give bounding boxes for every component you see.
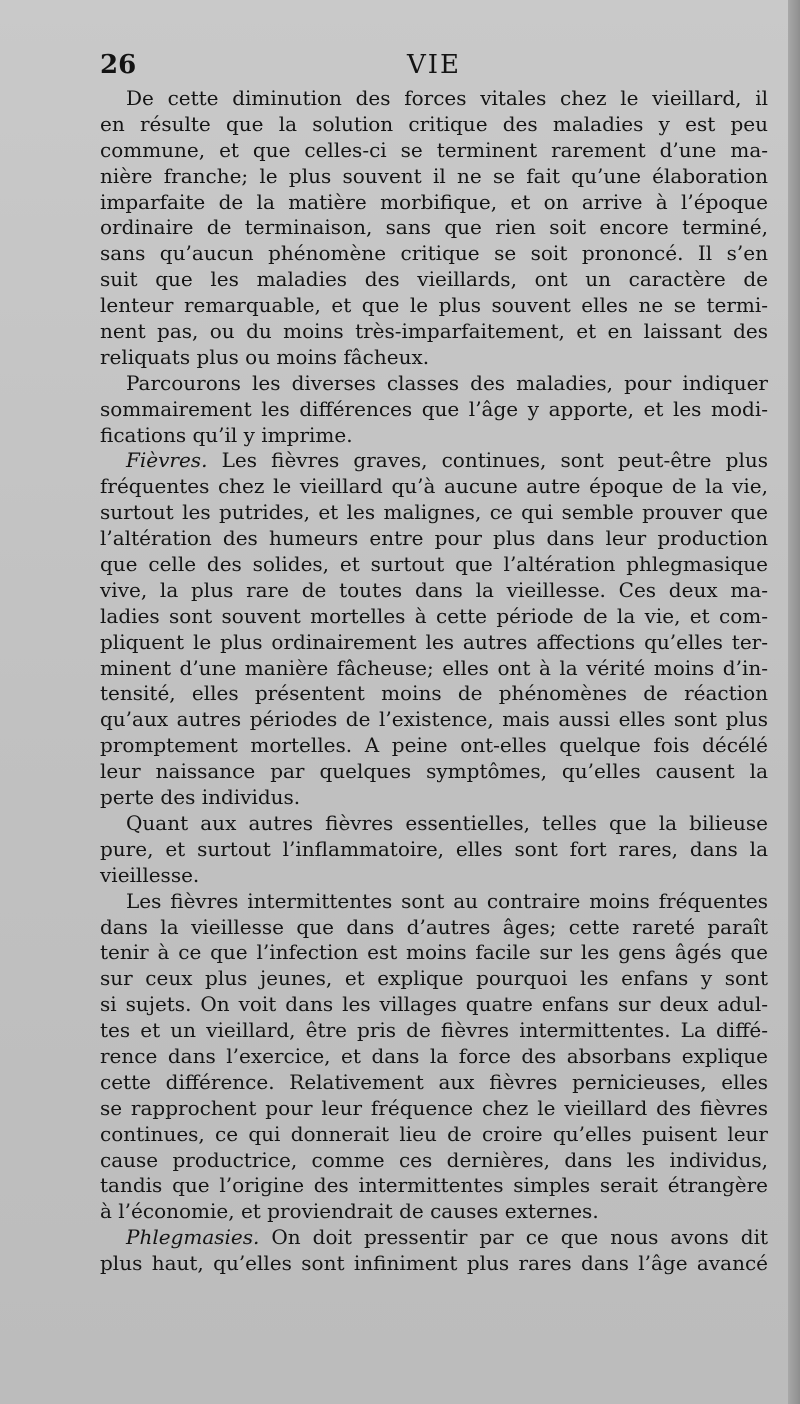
text-line <box>100 1199 768 1225</box>
text-line <box>100 966 768 992</box>
text-line <box>100 1173 768 1199</box>
line-text: perte des individus. <box>100 785 301 810</box>
line-text: se rapprochent pour leur fréquence chez le vieillard des fièvres <box>100 1095 768 1120</box>
line-text: Les fièvres intermittentes sont au contraire moins fréquentes <box>126 888 768 913</box>
line-text: vieillesse. <box>100 862 200 887</box>
text-line <box>100 423 768 449</box>
line-text: pure, et surtout l’inflammatoire, elles sont fort rares, dans la <box>100 836 768 861</box>
line-text: l’altération des humeurs entre pour plus dans leur production <box>100 526 768 551</box>
line-text: Les fièvres graves, continues, sont peut-être plus <box>207 448 768 473</box>
text-line <box>100 319 768 345</box>
text-line <box>100 371 768 397</box>
text-line <box>100 500 768 526</box>
line-text: sur ceux plus jeunes, et explique pourquoi les enfans y sont <box>100 966 768 991</box>
text-line <box>100 397 768 423</box>
text-line <box>100 552 768 578</box>
text-line <box>100 837 768 863</box>
line-text: minent d’une manière fâcheuse; elles ont à la vérité moins d’in- <box>100 655 768 680</box>
text-line <box>100 448 768 474</box>
line-text: cause productrice, comme ces dernières, dans les individus, <box>100 1147 768 1172</box>
line-text: fications qu’il y imprime. <box>100 422 353 447</box>
line-text: pliquent le plus ordinairement les autres affections qu’elles ter- <box>100 629 768 654</box>
page-header <box>100 50 768 84</box>
text-line <box>100 86 768 112</box>
text-line <box>100 863 768 889</box>
line-text: leur naissance par quelques symptômes, qu’elles causent la <box>100 759 768 784</box>
text-line <box>100 474 768 500</box>
body-text <box>100 86 768 1277</box>
text-line <box>100 1122 768 1148</box>
text-line <box>100 1096 768 1122</box>
text-line <box>100 707 768 733</box>
line-text: imparfaite de la matière morbifique, et on arrive à l’époque <box>100 189 768 214</box>
section-heading: Phlegmasies. <box>126 1225 260 1250</box>
text-line <box>100 215 768 241</box>
text-line <box>100 164 768 190</box>
text-line <box>100 578 768 604</box>
line-text: à l’économie, et proviendrait de causes externes. <box>100 1199 599 1224</box>
line-text: Quant aux autres fièvres essentielles, telles que la bilieuse <box>126 810 768 835</box>
line-text: suit que les maladies des vieillards, ont un caractère de <box>100 267 768 292</box>
line-text: nière franche; le plus souvent il ne se fait qu’une élaboration <box>100 163 768 188</box>
line-text: nent pas, ou du moins très-imparfaitement, et en laissant des <box>100 319 768 344</box>
line-text: surtout les putrides, et les malignes, ce qui semble prouver que <box>100 500 768 525</box>
line-text: rence dans l’exercice, et dans la force des absorbans explique <box>100 1043 768 1068</box>
line-text: vive, la plus rare de toutes dans la vieillesse. Ces deux ma- <box>100 577 768 602</box>
text-line <box>100 526 768 552</box>
line-text: qu’aux autres périodes de l’existence, mais aussi elles sont plus <box>100 707 768 732</box>
text-line <box>100 811 768 837</box>
line-text: On doit pressentir par ce que nous avons dit <box>259 1225 768 1250</box>
line-text: ladies sont souvent mortelles à cette période de la vie, et com- <box>100 603 768 628</box>
line-text: si sujets. On voit dans les villages quatre enfans sur deux adul- <box>100 992 768 1017</box>
line-text: continues, ce qui donnerait lieu de croire qu’elles puisent leur <box>100 1121 768 1146</box>
text-line <box>100 889 768 915</box>
line-text: tandis que l’origine des intermittentes simples serait étrangère <box>100 1173 768 1198</box>
text-line <box>100 1251 768 1277</box>
text-line <box>100 1018 768 1044</box>
line-text: en résulte que la solution critique des maladies y est peu <box>100 111 768 136</box>
text-line <box>100 138 768 164</box>
text-line <box>100 293 768 319</box>
line-text: ordinaire de terminaison, sans que rien soit encore terminé, <box>100 215 768 240</box>
text-line <box>100 190 768 216</box>
line-text: promptement mortelles. A peine ont-elles quelque fois décélé <box>100 733 768 758</box>
text-line <box>100 112 768 138</box>
line-text: cette différence. Relativement aux fièvres pernicieuses, elles <box>100 1069 768 1094</box>
line-text: plus haut, qu’elles sont infiniment plus rares dans l’âge avancé <box>100 1251 768 1276</box>
text-line <box>100 241 768 267</box>
line-text: que celle des solides, et surtout que l’altération phlegmasique <box>100 552 768 577</box>
text-line <box>100 267 768 293</box>
text-line <box>100 630 768 656</box>
text-line <box>100 1225 768 1251</box>
line-text: commune, et que celles-ci se terminent rarement d’une ma- <box>100 137 768 162</box>
text-line <box>100 604 768 630</box>
text-line <box>100 1148 768 1174</box>
line-text: dans la vieillesse que dans d’autres âges; cette rareté paraît <box>100 914 768 939</box>
running-title: VIE <box>406 50 462 80</box>
page-number: 26 <box>100 50 137 80</box>
text-line <box>100 1070 768 1096</box>
section-heading: Fièvres. <box>126 448 208 473</box>
text-line <box>100 785 768 811</box>
text-line <box>100 656 768 682</box>
line-text: tenir à ce que l’infection est moins facile sur les gens âgés que <box>100 940 768 965</box>
text-line <box>100 345 768 371</box>
text-line <box>100 733 768 759</box>
text-line <box>100 940 768 966</box>
book-spine-edge <box>788 0 800 1404</box>
line-text: lenteur remarquable, et que le plus souvent elles ne se termi- <box>100 293 768 318</box>
text-line <box>100 681 768 707</box>
line-text: tes et un vieillard, être pris de fièvres intermittentes. La diffé- <box>100 1018 768 1043</box>
text-line <box>100 992 768 1018</box>
line-text: tensité, elles présentent moins de phénomènes de réaction <box>100 681 768 706</box>
line-text: reliquats plus ou moins fâcheux. <box>100 344 430 369</box>
text-line <box>100 759 768 785</box>
line-text: sommairement les différences que l’âge y apporte, et les modi- <box>100 396 768 421</box>
line-text: Parcourons les diverses classes des maladies, pour indiquer <box>126 370 768 395</box>
line-text: sans qu’aucun phénomène critique se soit prononcé. Il s’en <box>100 241 768 266</box>
text-line <box>100 1044 768 1070</box>
line-text: fréquentes chez le vieillard qu’à aucune autre époque de la vie, <box>100 474 768 499</box>
text-line <box>100 915 768 941</box>
line-text: De cette diminution des forces vitales chez le vieillard, il <box>126 86 768 110</box>
